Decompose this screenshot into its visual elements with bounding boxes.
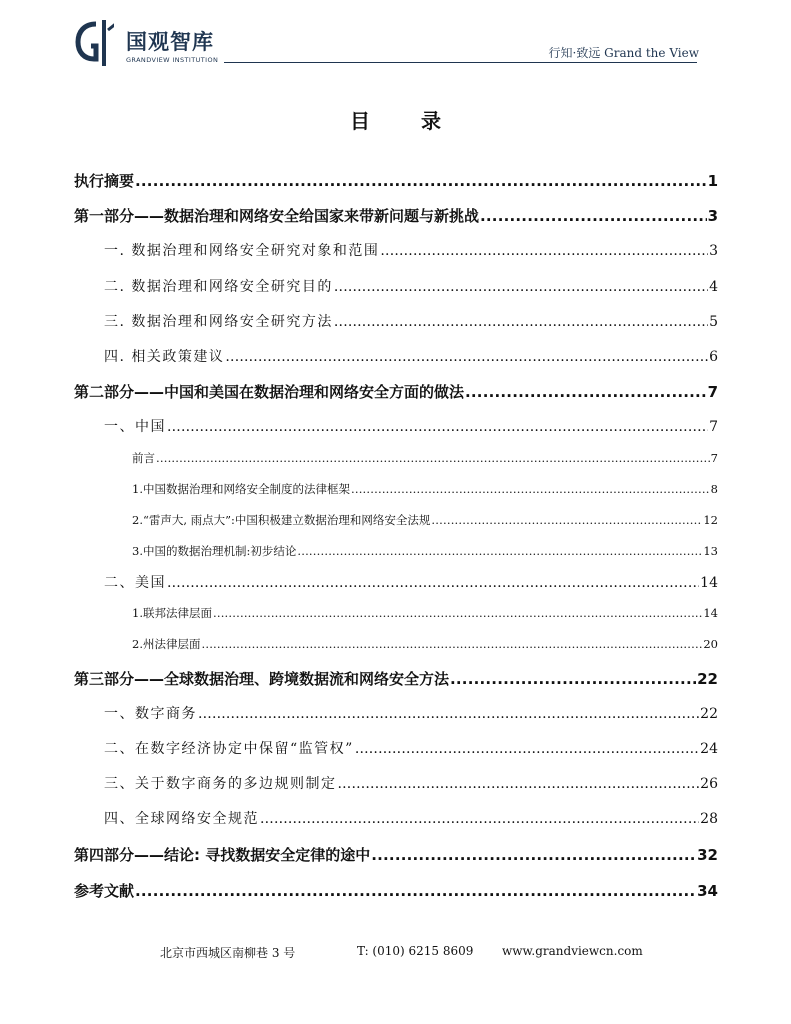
page-title: 目 录 bbox=[350, 109, 463, 133]
toc-entry-title: 前言 bbox=[132, 451, 155, 465]
toc-entry-title: 四、全球网络安全规范 bbox=[104, 811, 259, 827]
toc-entry[interactable] bbox=[74, 844, 718, 865]
toc-entry-title: 二. 数据治理和网络安全研究目的 bbox=[104, 279, 333, 295]
toc-entry[interactable] bbox=[104, 572, 718, 592]
toc-entry[interactable] bbox=[132, 481, 718, 497]
toc-entry[interactable] bbox=[74, 880, 718, 901]
toc-entry-title: 第一部分——数据治理和网络安全给国家来带新问题与新挑战 bbox=[74, 207, 480, 225]
toc-entry-title: 第三部分——全球数据治理、跨境数据流和网络安全方法 bbox=[74, 670, 450, 688]
toc-entry-title: 2.州法律层面 bbox=[132, 637, 201, 651]
toc-dot-leader bbox=[167, 576, 699, 590]
toc-entry-page-number: 20 bbox=[703, 637, 718, 651]
toc-dot-leader bbox=[198, 707, 699, 721]
toc-entry-page-number: 28 bbox=[700, 811, 718, 827]
toc-entry[interactable] bbox=[104, 703, 718, 723]
toc-entry-title: 1.联邦法律层面 bbox=[132, 606, 212, 620]
toc-entry[interactable] bbox=[104, 311, 718, 331]
toc-entry[interactable] bbox=[104, 808, 718, 828]
toc-entry[interactable] bbox=[74, 170, 718, 191]
toc-dot-leader bbox=[135, 174, 707, 189]
toc-entry-page-number: 14 bbox=[700, 575, 718, 591]
toc-entry-title: 一. 数据治理和网络安全研究对象和范围 bbox=[104, 243, 380, 259]
toc-entry-title: 一、数字商务 bbox=[104, 706, 197, 722]
toc-entry-page-number: 12 bbox=[703, 513, 718, 527]
toc-dot-leader bbox=[260, 812, 699, 826]
toc-entry-page-number: 26 bbox=[700, 776, 718, 792]
toc-dot-leader bbox=[338, 777, 700, 791]
toc-dot-leader bbox=[431, 515, 702, 527]
toc-entry-title: 二、美国 bbox=[104, 575, 166, 591]
toc-entry-title: 2.“雷声大, 雨点大”:中国积极建立数据治理和网络安全法规 bbox=[132, 513, 431, 527]
toc-entry-page-number: 7 bbox=[707, 383, 718, 401]
toc-dot-leader bbox=[380, 244, 708, 258]
toc-entry-page-number: 1 bbox=[707, 172, 718, 190]
toc-dot-leader bbox=[465, 385, 707, 400]
toc-entry[interactable] bbox=[132, 636, 718, 652]
toc-entry-page-number: 7 bbox=[709, 419, 718, 435]
toc-entry-page-number: 14 bbox=[703, 606, 718, 620]
toc-entry-page-number: 32 bbox=[697, 846, 718, 864]
logo-english-name: GRANDVIEW INSTITUTION bbox=[126, 56, 219, 64]
toc-entry-title: 1.中国数据治理和网络安全制度的法律框架 bbox=[132, 482, 350, 496]
toc-dot-leader bbox=[213, 608, 702, 620]
toc-entry-page-number: 3 bbox=[709, 243, 718, 259]
toc-entry-title: 三、关于数字商务的多边规则制定 bbox=[104, 776, 337, 792]
footer-address: 北京市西城区南柳巷 3 号 bbox=[160, 946, 296, 960]
toc-entry-page-number: 3 bbox=[707, 207, 718, 225]
toc-entry-title: 第二部分——中国和美国在数据治理和网络安全方面的做法 bbox=[74, 383, 465, 401]
toc-entry[interactable] bbox=[104, 416, 718, 436]
toc-entry-page-number: 22 bbox=[697, 670, 718, 688]
toc-entry-title: 二、在数字经济协定中保留“监管权” bbox=[104, 741, 354, 757]
toc-entry[interactable] bbox=[104, 346, 718, 366]
toc-entry-page-number: 24 bbox=[700, 741, 718, 757]
header-slogan: 行知·致远 Grand the View bbox=[548, 46, 699, 60]
toc-dot-leader bbox=[167, 420, 708, 434]
toc-dot-leader bbox=[135, 884, 696, 899]
toc-entry[interactable] bbox=[74, 668, 718, 689]
toc-entry[interactable] bbox=[74, 381, 718, 402]
toc-dot-leader bbox=[371, 848, 696, 863]
toc-dot-leader bbox=[334, 280, 708, 294]
toc-dot-leader bbox=[156, 453, 710, 465]
toc-entry[interactable] bbox=[132, 450, 718, 466]
toc-entry-title: 参考文献 bbox=[74, 882, 135, 900]
toc-dot-leader bbox=[355, 742, 699, 756]
toc-entry[interactable] bbox=[104, 240, 718, 260]
toc-entry-title: 第四部分——结论: 寻找数据安全定律的途中 bbox=[74, 846, 371, 864]
toc-entry-page-number: 4 bbox=[709, 279, 718, 295]
toc-dot-leader bbox=[225, 350, 708, 364]
toc-entry-title: 四. 相关政策建议 bbox=[104, 349, 225, 365]
toc-entry-page-number: 7 bbox=[710, 451, 718, 465]
toc-dot-leader bbox=[297, 546, 702, 558]
logo-chinese-name: 国观智库 bbox=[126, 30, 214, 54]
footer-phone: T: (010) 6215 8609 bbox=[357, 944, 474, 958]
toc-entry[interactable] bbox=[104, 773, 718, 793]
toc-entry-page-number: 34 bbox=[697, 882, 718, 900]
toc-entry-title: 一、中国 bbox=[104, 419, 166, 435]
toc-entry[interactable] bbox=[104, 276, 718, 296]
toc-entry-title: 执行摘要 bbox=[74, 172, 135, 190]
toc-entry[interactable] bbox=[132, 512, 718, 528]
toc-entry[interactable] bbox=[104, 738, 718, 758]
toc-entry-title: 三. 数据治理和网络安全研究方法 bbox=[104, 314, 333, 330]
footer-website: www.grandviewcn.com bbox=[502, 944, 643, 958]
toc-dot-leader bbox=[450, 672, 696, 687]
toc-dot-leader bbox=[351, 484, 710, 496]
toc-entry-page-number: 6 bbox=[709, 349, 718, 365]
toc-dot-leader bbox=[480, 209, 707, 224]
toc-dot-leader bbox=[201, 639, 702, 651]
toc-entry[interactable] bbox=[132, 605, 718, 621]
toc-entry-page-number: 8 bbox=[710, 482, 718, 496]
toc-entry-page-number: 5 bbox=[709, 314, 718, 330]
toc-entry-title: 3.中国的数据治理机制:初步结论 bbox=[132, 544, 297, 558]
toc-entry-page-number: 13 bbox=[703, 544, 718, 558]
toc-entry[interactable] bbox=[74, 205, 718, 226]
toc-entry-page-number: 22 bbox=[700, 706, 718, 722]
toc-entry[interactable] bbox=[132, 543, 718, 559]
toc-dot-leader bbox=[334, 315, 708, 329]
